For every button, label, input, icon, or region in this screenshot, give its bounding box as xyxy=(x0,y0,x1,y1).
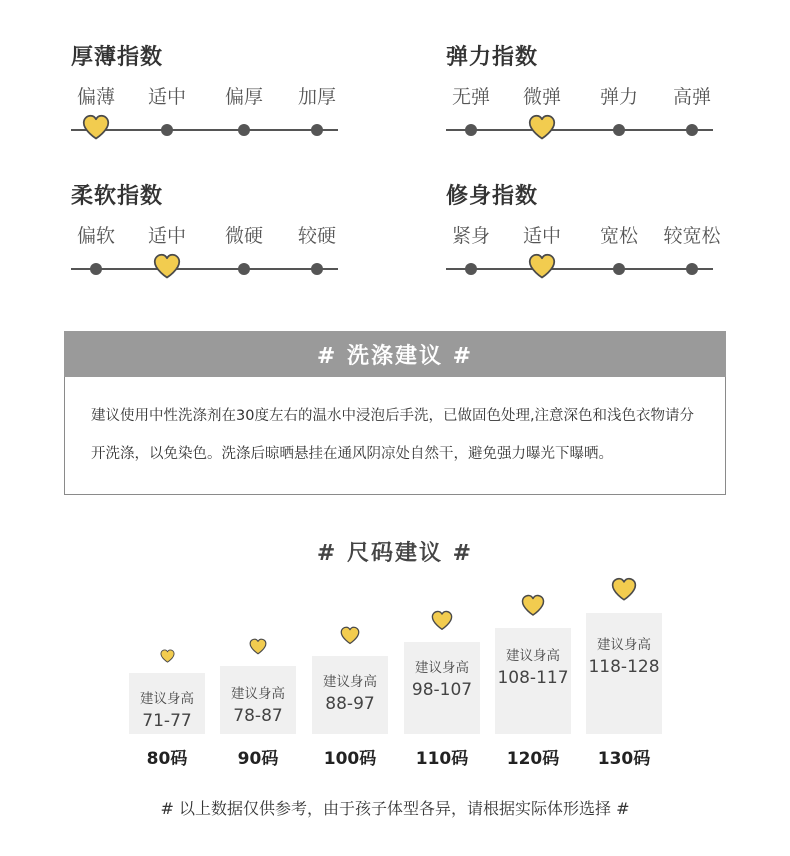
scale-option-label: 紧身 xyxy=(451,225,491,247)
size-height-box xyxy=(404,642,480,734)
scale-option-label: 适中 xyxy=(522,225,562,247)
thickness-index xyxy=(71,40,371,150)
scale-option-label: 偏薄 xyxy=(76,86,116,108)
scale-dot xyxy=(613,263,625,275)
scale-option-label: 弹力 xyxy=(599,86,639,108)
size-height-range: 88-97 xyxy=(325,694,375,714)
heart-icon xyxy=(521,594,545,621)
size-box-label: 建议身高 xyxy=(506,648,560,664)
size-footer-note: # 以上数据仅供参考，由于孩子体型各异，请根据实际体形选择 # xyxy=(160,799,630,818)
scale-option-label: 加厚 xyxy=(297,86,337,108)
wash-advice-text: 建议使用中性洗涤剂在30度左右的温水中浸泡后手洗，已做固色处理,注意深色和浅色衣物请分开洗涤，以免染色。洗涤后晾晒悬挂在通风阴凉处自然干，避免强力曝光下曝晒。 xyxy=(91,408,695,462)
size-name-label: 110码 xyxy=(415,749,469,769)
scale-option-label: 较宽松 xyxy=(663,225,721,247)
index-title: 修身指数 xyxy=(446,184,539,209)
size-height-box xyxy=(129,673,205,734)
scale-option-label: 微硬 xyxy=(224,225,264,247)
fit-index xyxy=(446,179,746,289)
scale-option-label: 偏软 xyxy=(76,225,116,247)
heart-icon xyxy=(249,638,267,659)
scale-dot xyxy=(465,263,477,275)
heart-icon xyxy=(160,648,175,667)
scale-dot xyxy=(465,124,477,136)
scale-line xyxy=(71,268,338,270)
scale-dot xyxy=(311,263,323,275)
scale-option-label: 较硬 xyxy=(297,225,337,247)
size-name-label: 130码 xyxy=(597,749,651,769)
size-name-label: 100码 xyxy=(323,749,377,769)
size-name-label: 120码 xyxy=(506,749,560,769)
wash-advice-box xyxy=(64,377,726,495)
size-name-label: 90码 xyxy=(237,749,279,769)
heart-icon xyxy=(431,610,453,635)
size-height-box xyxy=(312,656,388,734)
scale-option-label: 适中 xyxy=(147,86,187,108)
scale-dot xyxy=(686,124,698,136)
index-title: 弹力指数 xyxy=(446,45,539,70)
heart-icon xyxy=(528,253,556,281)
index-title: 厚薄指数 xyxy=(71,45,164,70)
scale-dot xyxy=(613,124,625,136)
size-box-label: 建议身高 xyxy=(323,674,377,690)
size-height-range: 71-77 xyxy=(142,711,192,731)
heart-icon xyxy=(528,114,556,142)
scale-dot xyxy=(311,124,323,136)
scale-line xyxy=(446,268,713,270)
size-box-label: 建议身高 xyxy=(140,691,194,707)
scale-dot xyxy=(238,124,250,136)
scale-line xyxy=(446,129,713,131)
scale-option-label: 微弹 xyxy=(522,86,562,108)
size-height-range: 78-87 xyxy=(233,706,283,726)
heart-icon xyxy=(82,114,110,142)
scale-option-label: 无弹 xyxy=(451,86,491,108)
scale-dot xyxy=(686,263,698,275)
scale-dot xyxy=(238,263,250,275)
heart-icon xyxy=(611,577,637,605)
heart-icon xyxy=(153,253,181,281)
size-height-box xyxy=(220,666,296,734)
scale-option-label: 高弹 xyxy=(672,86,712,108)
scale-dot xyxy=(161,124,173,136)
size-name-label: 80码 xyxy=(146,749,188,769)
elasticity-index xyxy=(446,40,746,150)
scale-line xyxy=(71,129,338,131)
size-height-range: 118-128 xyxy=(588,657,660,677)
size-height-range: 98-107 xyxy=(411,680,473,700)
size-advice-title: # 尺码建议 # xyxy=(316,541,474,566)
scale-option-label: 适中 xyxy=(147,225,187,247)
index-title: 柔软指数 xyxy=(71,184,164,209)
softness-index xyxy=(71,179,371,289)
size-box-label: 建议身高 xyxy=(597,637,651,653)
scale-option-label: 偏厚 xyxy=(224,86,264,108)
wash-advice-header: # 洗涤建议 # xyxy=(64,331,726,377)
size-height-range: 108-117 xyxy=(497,668,569,688)
size-height-box xyxy=(586,613,662,734)
heart-icon xyxy=(340,626,360,649)
size-height-box xyxy=(495,628,571,734)
scale-option-label: 宽松 xyxy=(599,225,639,247)
size-box-label: 建议身高 xyxy=(231,686,285,702)
size-box-label: 建议身高 xyxy=(415,660,469,676)
scale-dot xyxy=(90,263,102,275)
